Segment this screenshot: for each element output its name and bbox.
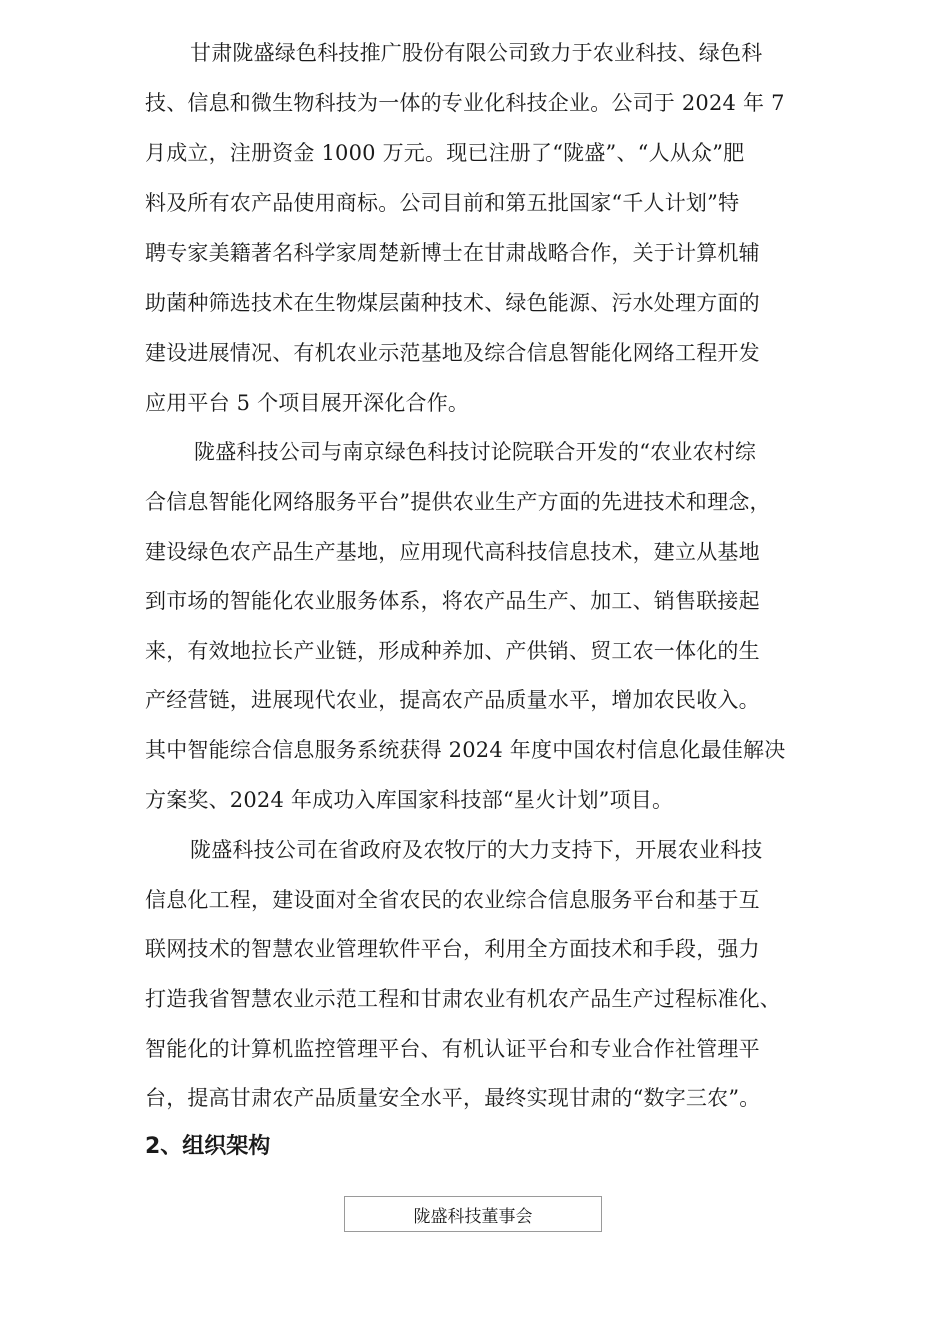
paragraph-2-line-8: 方案奖、2024 年成功入库国家科技部“星火计划”项目。 — [145, 788, 674, 812]
paragraph-2-line-1: 陇盛科技公司与南京绿色科技讨论院联合开发的“农业农村综 — [194, 440, 757, 464]
org-chart-top-node — [344, 1196, 602, 1232]
paragraph-1-line-4: 料及所有农产品使用商标。公司目前和第五批国家“千人计划”特 — [145, 191, 740, 215]
paragraph-3-line-3: 联网技术的智慧农业管理软件平台，利用全方面技术和手段，强力 — [145, 937, 760, 961]
paragraph-1-line-2: 技、信息和微生物科技为一体的专业化科技企业。公司于 2024 年 7 — [145, 91, 785, 115]
paragraph-3-line-5: 智能化的计算机监控管理平台、有机认证平台和专业合作社管理平 — [145, 1037, 760, 1061]
paragraph-1-line-1: 甘肃陇盛绿色科技推广股份有限公司致力于农业科技、绿色科 — [190, 41, 763, 65]
paragraph-1-line-6: 助菌种筛选技术在生物煤层菌种技术、绿色能源、污水处理方面的 — [145, 291, 760, 315]
paragraph-2-line-7: 其中智能综合信息服务系统获得 2024 年度中国农村信息化最佳解决 — [145, 738, 786, 762]
paragraph-1-line-3: 月成立，注册资金 1000 万元。现已注册了“陇盛”、“人从众”肥 — [145, 141, 745, 165]
paragraph-2-line-2: 合信息智能化网络服务平台”提供农业生产方面的先进技术和理念， — [145, 490, 771, 514]
paragraph-2-line-3: 建设绿色农产品生产基地，应用现代高科技信息技术，建立从基地 — [145, 540, 760, 564]
paragraph-2-line-6: 产经营链，进展现代农业，提高农产品质量水平，增加农民收入。 — [145, 688, 760, 712]
paragraph-3-line-2: 信息化工程，建设面对全省农民的农业综合信息服务平台和基于互 — [145, 888, 760, 912]
paragraph-1-line-8: 应用平台 5 个项目展开深化合作。 — [145, 391, 470, 415]
paragraph-3-line-6: 台，提高甘肃农产品质量安全水平，最终实现甘肃的“数字三农”。 — [145, 1086, 761, 1110]
paragraph-2-line-4: 到市场的智能化农业服务体系，将农产品生产、加工、销售联接起 — [145, 589, 760, 613]
section-heading: 2、组织架构 — [145, 1134, 271, 1159]
paragraph-3-line-4: 打造我省智慧农业示范工程和甘肃农业有机农产品生产过程标准化、 — [145, 987, 781, 1011]
org-chart-top-node-label: 陇盛科技董事会 — [413, 1206, 533, 1227]
paragraph-1-line-7: 建设进展情况、有机农业示范基地及综合信息智能化网络工程开发 — [145, 341, 760, 365]
paragraph-3-line-1: 陇盛科技公司在省政府及农牧厅的大力支持下，开展农业科技 — [190, 838, 763, 862]
paragraph-2-line-5: 来，有效地拉长产业链，形成种养加、产供销、贸工农一体化的生 — [145, 639, 760, 663]
paragraph-1-line-5: 聘专家美籍著名科学家周楚新博士在甘肃战略合作，关于计算机辅 — [145, 241, 760, 265]
